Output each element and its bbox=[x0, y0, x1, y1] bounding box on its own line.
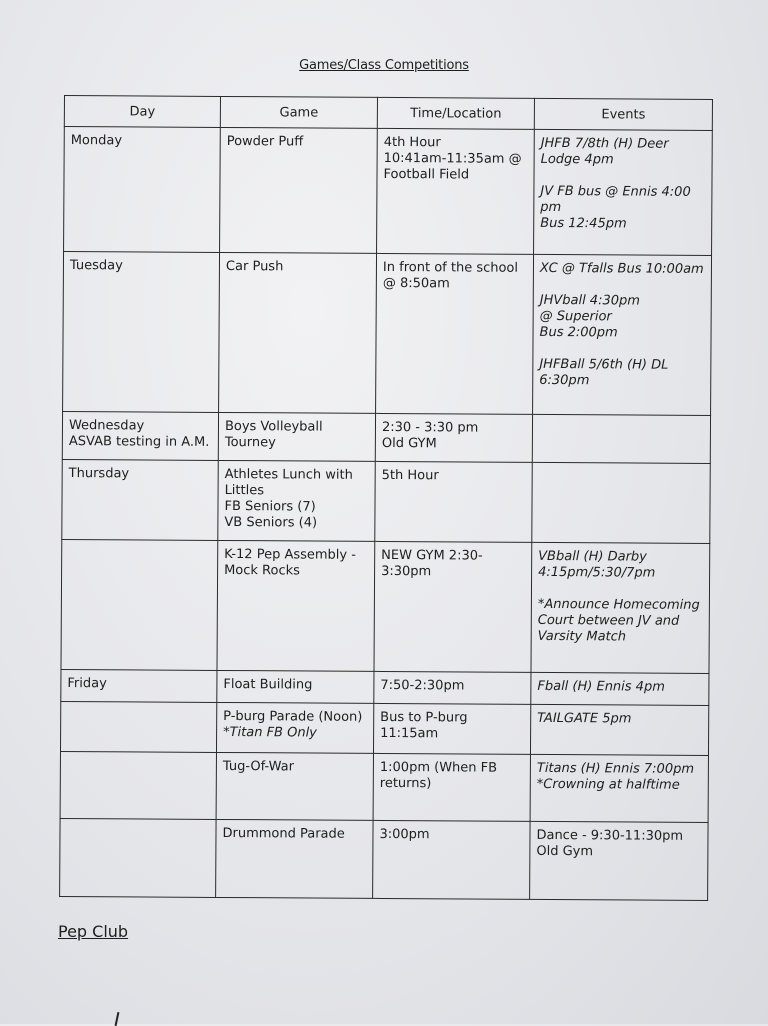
events-cell bbox=[531, 542, 710, 673]
page-title: Games/Class Competitions bbox=[299, 58, 469, 73]
pep-club-heading: Pep Club bbox=[58, 922, 129, 941]
event-item: XC @ Tfalls Bus 10:00am bbox=[539, 260, 704, 277]
time-cell: 1:00pm (When FB returns) bbox=[373, 753, 530, 821]
game-cell: Car Push bbox=[219, 252, 377, 413]
time-cell: 4th Hour 10:41am-11:35am @ Football Field bbox=[377, 128, 535, 254]
table-row bbox=[60, 701, 708, 755]
header-time-location: Time/Location bbox=[377, 97, 534, 129]
event-item: Fball (H) Ennis 4pm bbox=[537, 678, 665, 695]
game-label: P-burg Parade (Noon) bbox=[223, 708, 363, 725]
time-cell: 7:50-2:30pm bbox=[374, 671, 531, 704]
game-cell: K-12 Pep Assembly - Mock Rocks bbox=[217, 540, 375, 671]
events-cell bbox=[534, 129, 713, 255]
time-cell: NEW GYM 2:30-3:30pm bbox=[374, 541, 532, 672]
table-row bbox=[62, 459, 710, 543]
day-cell: Wednesday ASVAB testing in A.M. bbox=[62, 411, 218, 460]
game-cell: Float Building bbox=[217, 670, 374, 703]
game-cell: Drummond Parade bbox=[216, 819, 373, 898]
event-item: TAILGATE 5pm bbox=[537, 710, 632, 727]
game-cell: Boys Volleyball Tourney bbox=[218, 412, 375, 461]
table-row bbox=[64, 127, 713, 256]
table-row bbox=[63, 252, 712, 416]
game-cell bbox=[216, 702, 373, 753]
events-cell bbox=[532, 414, 710, 463]
header-events: Events bbox=[534, 98, 712, 130]
table-row bbox=[61, 669, 709, 705]
table-row bbox=[62, 411, 710, 463]
day-cell: Thursday bbox=[62, 459, 218, 540]
event-item: JHFB 7/8th (H) Deer Lodge 4pm bbox=[540, 135, 669, 168]
event-item: JV FB bus @ Ennis 4:00 pm Bus 12:45pm bbox=[540, 183, 691, 232]
day-cell bbox=[60, 818, 216, 897]
time-cell: 2:30 - 3:30 pm Old GYM bbox=[375, 413, 532, 462]
events-cell bbox=[531, 672, 709, 705]
event-item: JHVball 4:30pm @ Superior Bus 2:00pm bbox=[539, 292, 640, 341]
event-item: *Announce Homecoming Court between JV and Varsity Match bbox=[537, 596, 700, 645]
game-cell: Powder Puff bbox=[220, 127, 378, 253]
day-cell bbox=[60, 751, 216, 819]
events-cell: Dance - 9:30-11:30pm Old Gym bbox=[530, 821, 708, 900]
events-cell bbox=[532, 462, 710, 543]
schedule-table bbox=[59, 95, 713, 901]
day-cell: Monday bbox=[64, 127, 221, 253]
events-cell bbox=[530, 754, 708, 822]
game-cell: Tug-Of-War bbox=[216, 752, 373, 820]
header-game: Game bbox=[220, 96, 377, 128]
header-row bbox=[64, 96, 712, 131]
table-row bbox=[60, 818, 708, 900]
time-cell: 5th Hour bbox=[375, 461, 532, 542]
time-cell: In front of the school @ 8:50am bbox=[376, 253, 534, 414]
table-row bbox=[60, 751, 708, 822]
time-cell: 3:00pm bbox=[373, 820, 530, 899]
game-cell: Athletes Lunch with Littles FB Seniors (7) VB Seniors (4) bbox=[218, 460, 375, 541]
event-item: Titans (H) Ennis 7:00pm *Crowning at halftime bbox=[536, 760, 695, 793]
events-cell bbox=[530, 704, 708, 755]
day-cell: Tuesday bbox=[63, 252, 220, 413]
table-row bbox=[61, 539, 710, 673]
game-note: *Titan FB Only bbox=[223, 724, 317, 741]
event-item: VBball (H) Darby 4:15pm/5:30/7pm bbox=[538, 548, 656, 581]
time-cell: Bus to P-burg 11:15am bbox=[373, 703, 530, 754]
day-cell bbox=[61, 539, 218, 670]
day-cell: Friday bbox=[61, 669, 217, 702]
event-item: JHFBall 5/6th (H) DL 6:30pm bbox=[539, 356, 669, 389]
header-day: Day bbox=[64, 96, 220, 128]
day-cell bbox=[60, 701, 216, 752]
events-cell bbox=[533, 254, 712, 415]
